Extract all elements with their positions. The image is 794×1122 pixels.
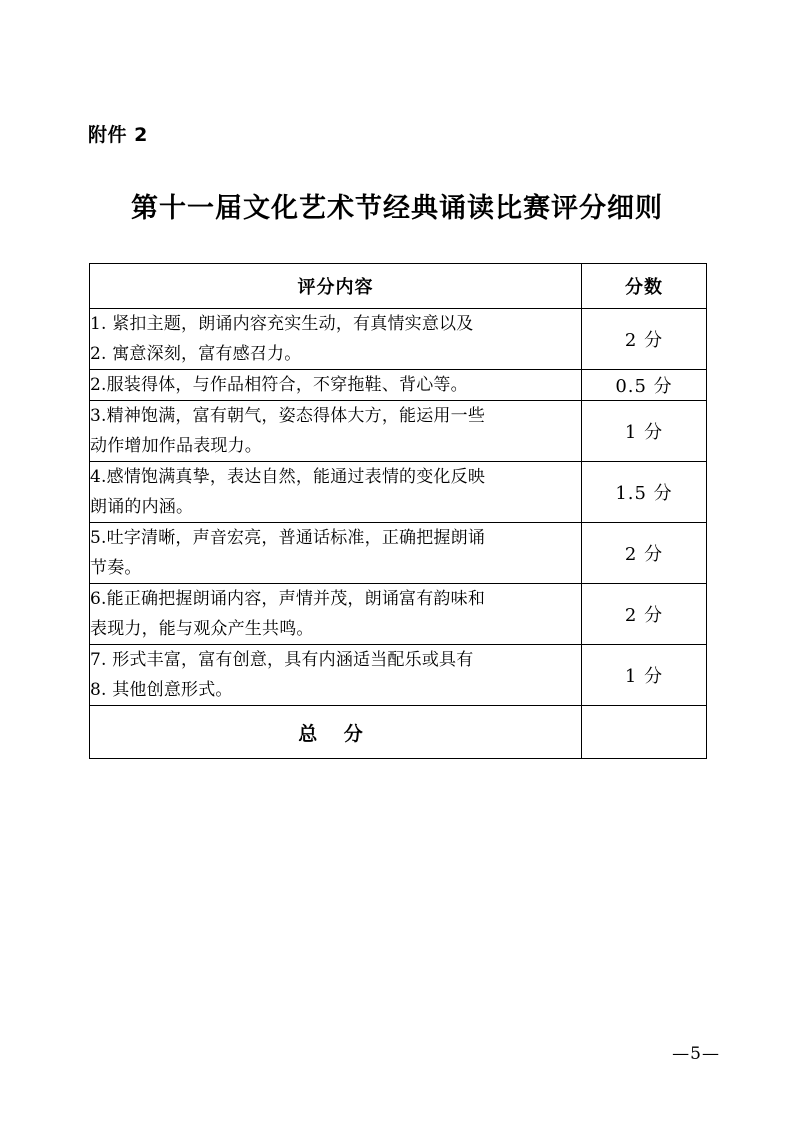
criteria-content-cell bbox=[90, 523, 582, 584]
table-header-row bbox=[90, 264, 707, 309]
criteria-score-cell: 2 分 bbox=[582, 584, 707, 645]
criteria-score-cell: 1 分 bbox=[582, 401, 707, 462]
criteria-content-cell bbox=[90, 645, 582, 706]
criteria-line: 节奏。 bbox=[90, 558, 142, 578]
criteria-line: 7. 形式丰富，富有创意，具有内涵适当配乐或具有 bbox=[90, 650, 474, 670]
table-row bbox=[90, 401, 707, 462]
criteria-score-cell: 1.5 分 bbox=[582, 462, 707, 523]
criteria-line: 3.精神饱满，富有朝气，姿态得体大方，能运用一些 bbox=[90, 406, 486, 426]
page-number: —5— bbox=[672, 1044, 720, 1064]
criteria-line: 1. 紧扣主题，朗诵内容充实生动，有真情实意以及 bbox=[90, 314, 474, 334]
page-title: 第十一届文化艺术节经典诵读比赛评分细则 bbox=[131, 193, 663, 224]
criteria-content-cell bbox=[90, 462, 582, 523]
table-row bbox=[90, 309, 707, 370]
table-total-row bbox=[90, 706, 707, 759]
criteria-content-cell bbox=[90, 401, 582, 462]
scoring-criteria-table bbox=[89, 263, 707, 759]
criteria-score-cell: 0.5 分 bbox=[582, 370, 707, 401]
criteria-line: 2. 寓意深刻，富有感召力。 bbox=[90, 344, 302, 364]
criteria-score-cell: 1 分 bbox=[582, 645, 707, 706]
criteria-content-cell bbox=[90, 370, 582, 401]
total-label: 总 分 bbox=[90, 706, 582, 759]
table-row bbox=[90, 523, 707, 584]
column-header-score: 分数 bbox=[582, 264, 707, 309]
table-row bbox=[90, 370, 707, 401]
criteria-content-cell bbox=[90, 309, 582, 370]
criteria-line: 6.能正确把握朗诵内容，声情并茂，朗诵富有韵味和 bbox=[90, 589, 486, 609]
criteria-line: 4.感情饱满真挚，表达自然，能通过表情的变化反映 bbox=[90, 467, 486, 487]
criteria-line: 动作增加作品表现力。 bbox=[90, 436, 262, 456]
table-row bbox=[90, 584, 707, 645]
criteria-line: 8. 其他创意形式。 bbox=[90, 680, 233, 700]
criteria-score-cell: 2 分 bbox=[582, 523, 707, 584]
column-header-content: 评分内容 bbox=[90, 264, 582, 309]
table-row bbox=[90, 645, 707, 706]
criteria-line: 2.服装得体，与作品相符合，不穿拖鞋、背心等。 bbox=[90, 375, 468, 395]
attachment-label: 附件 2 bbox=[88, 124, 148, 146]
criteria-line: 朗诵的内涵。 bbox=[90, 497, 194, 517]
table-row bbox=[90, 462, 707, 523]
criteria-line: 5.吐字清晰，声音宏亮，普通话标准，正确把握朗诵 bbox=[90, 528, 486, 548]
total-score-cell bbox=[582, 706, 707, 759]
criteria-score-cell: 2 分 bbox=[582, 309, 707, 370]
criteria-content-cell bbox=[90, 584, 582, 645]
criteria-line: 表现力，能与观众产生共鸣。 bbox=[90, 619, 314, 639]
